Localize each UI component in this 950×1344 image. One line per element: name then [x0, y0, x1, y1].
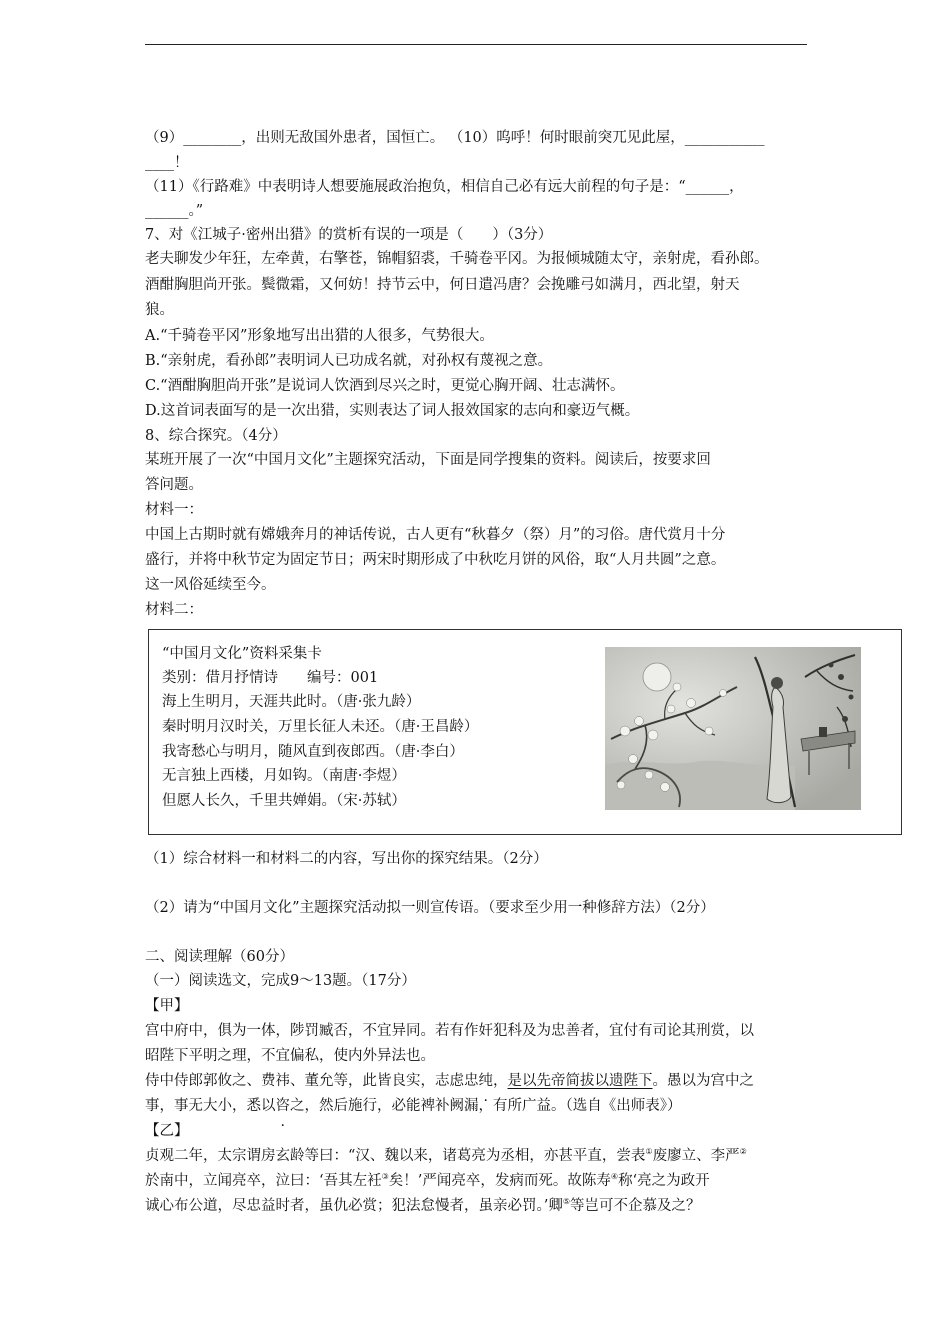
text-jia-line-2: 昭陛下平明之理，不宜偏私，使内外异法也。 — [145, 1048, 435, 1064]
text-jia-line-1: 宫中府中，俱为一体，陟罚臧否，不宜异同。若有作奸犯科及为忠善者，宜付有司论其刑赏，以 — [145, 1023, 754, 1039]
option-c: C.“酒酣胸胆尚开张”是说词人饮酒到尽兴之时，更觉心胸开阔、壮志满怀。 — [145, 378, 625, 394]
material-1-label: 材料一： — [145, 502, 203, 518]
material-1-line-2: 盛行，并将中秋节定为固定节日；两宋时期形成了中秋吃月饼的风俗，取“人月共圆”之意。 — [145, 552, 726, 568]
card-poem-3: 我寄愁心与明月，随风直到夜郎西。（唐·李白） — [162, 744, 464, 760]
dotted-character: 咨 — [275, 1098, 290, 1114]
text-yi-line-1: 贞观二年，太宗谓房玄龄等曰：“汉、魏以来，诸葛亮为丞相，亦甚平直，尝表①废廖立、李严② — [145, 1147, 747, 1164]
poem-line-1: 老夫聊发少年狂，左牵黄，右擎苍，锦帽貂裘，千骑卷平冈。为报倾城随太守，亲射虎，看孙郎。 — [145, 251, 769, 267]
question-11-blank: ______。” — [145, 203, 204, 219]
material-2-label: 材料二： — [145, 602, 203, 618]
text-yi-line-2: 於南中，立闻亮卒，泣曰：‘吾其左衽③矣！’严闻亮卒，发病而死。故陈寿④称‘亮之为政开 — [145, 1172, 710, 1189]
material-1-line-1: 中国上古期时就有嫦娥奔月的神话传说，古人更有“秋暮夕（祭）月”的习俗。唐代赏月十分 — [145, 527, 726, 543]
card-poem-5: 但愿人长久，千里共婵娟。（宋·苏轼） — [162, 793, 406, 809]
question-8-title: 8、综合探究。（4分） — [145, 428, 287, 444]
option-b: B.“亲射虎，看孙郎”表明词人已功成名就，对孙权有蔑视之意。 — [145, 353, 553, 369]
poem-line-2: 酒酣胸胆尚开张。鬓微霜，又何妨！持节云中，何日遣冯唐？会挽雕弓如满月，西北望，射天 — [145, 277, 740, 293]
card-poem-4: 无言独上西楼，月如钩。（南唐·李煜） — [162, 768, 406, 784]
footnote-marker: ② — [739, 1147, 747, 1157]
text-jia-line-3: 侍中侍郎郭攸之、费祎、董允等，此皆良实，志虑忠纯，是以先帝简拔以遗陛下。愚以为宫中之 — [145, 1073, 754, 1089]
footnote-marker: ④ — [610, 1172, 619, 1182]
text-jia-line-4: 事，事无大小，悉以咨之，然后施行，必能裨补阙漏，有所广益。（选自《出师表》） — [145, 1098, 682, 1114]
dotted-character: 纯 — [478, 1073, 493, 1089]
underlined-sentence: 是以先帝简拔以遗陛下 — [507, 1073, 653, 1089]
footnote-marker: ① — [645, 1147, 653, 1157]
option-a: A.“千骑卷平冈”形象地写出出猎的人很多，气势很大。 — [145, 328, 494, 344]
card-poem-2: 秦时明月汉时关，万里长征人未还。（唐·王昌龄） — [162, 719, 479, 735]
sub-question-2: （2）请为“中国月文化”主题探究活动拟一则宣传语。（要求至少用一种修辞方法）（2分） — [145, 900, 715, 916]
footnote-marker: ③ — [381, 1172, 389, 1182]
question-9-10: （9）________，出则无敌国外患者，国恒亡。 （10）呜呼！何时眼前突兀见此屋，___________ — [145, 130, 765, 146]
section-2-title: 二、阅读理解（60分） — [145, 949, 294, 965]
option-d: D.这首词表面写的是一次出猎，实则表达了词人报效国家的志向和豪迈气概。 — [145, 403, 640, 419]
question-8-intro-1: 某班开展了一次“中国月文化”主题探究活动，下面是同学搜集的资料。阅读后，按要求回 — [145, 452, 711, 468]
header-rule — [145, 44, 807, 45]
question-8-intro-2: 答问题。 — [145, 477, 203, 493]
card-category: 类别：借月抒情诗 编号：001 — [162, 670, 379, 686]
poem-line-3: 狼。 — [145, 302, 174, 318]
sub-question-1: （1）综合材料一和材料二的内容，写出你的探究结果。（2分） — [145, 851, 548, 867]
text-yi-label: 【乙】 — [145, 1123, 189, 1139]
card-title: “中国月文化”资料采集卡 — [162, 646, 322, 662]
footnote-marker: ⑤ — [562, 1197, 571, 1207]
material-1-line-3: 这一风俗延续至今。 — [145, 577, 276, 593]
question-11: （11）《行路难》中表明诗人想要施展政治抱负，相信自己必有远大前程的句子是：“______， — [145, 179, 744, 195]
section-2-part-1: （一）阅读选文，完成9～13题。（17分） — [145, 973, 416, 989]
question-7-title: 7、对《江城子·密州出猎》的赏析有误的一项是（ ）（3分） — [145, 227, 553, 243]
text-yi-line-3: 诚心布公道，尽忠益时者，虽仇必赏；犯法怠慢者，虽亲必罚。’卿⑤等岂可不企慕及之？ — [145, 1197, 701, 1214]
material-card — [148, 629, 902, 835]
moon-painting-image — [605, 647, 861, 810]
question-10-blank: ____！ — [145, 155, 189, 171]
text-jia-label: 【甲】 — [145, 998, 189, 1014]
card-poem-1: 海上生明月，天涯共此时。（唐·张九龄） — [162, 694, 421, 710]
